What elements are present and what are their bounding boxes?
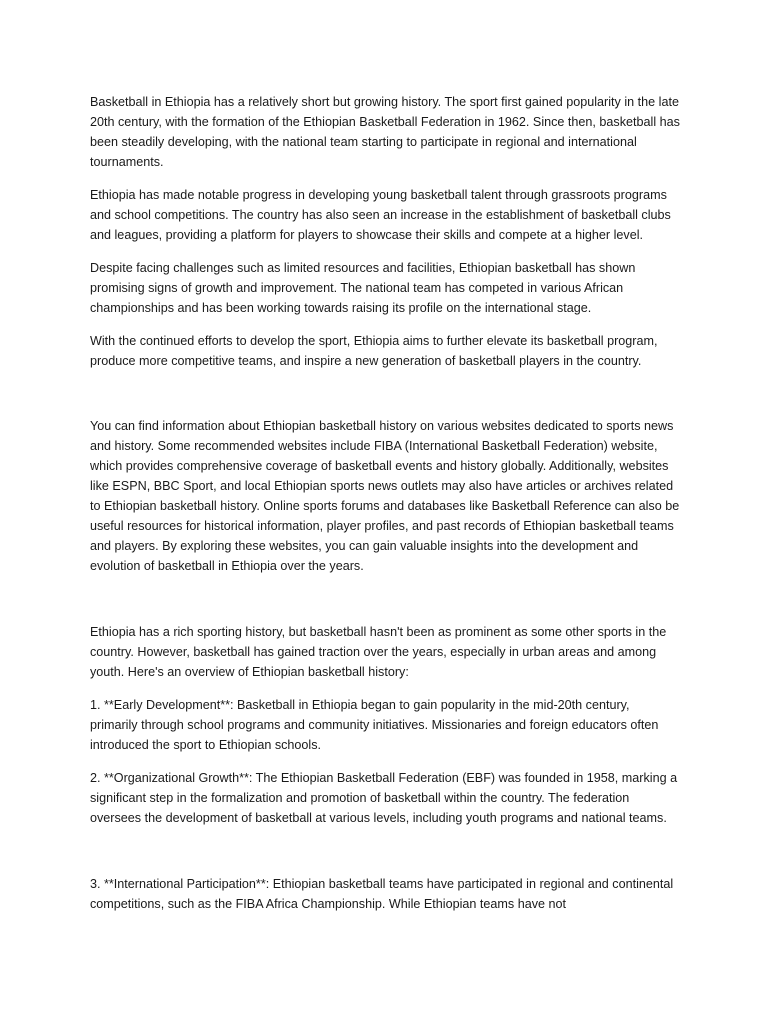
list-item-early-development: 1. **Early Development**: Basketball in Ethiopia began to gain popularity in the mid-20th century, primarily through school programs and community initiatives. Missionaries and foreign educators often introduced the sport to Ethiopian schools. [90, 698, 659, 752]
paragraph-future-efforts: With the continued efforts to develop the sport, Ethiopia aims to further elevate its basketball program, produce more competitive teams, and inspire a new generation of basketball players in the country. [90, 334, 658, 368]
list-item-international-participation: 3. **International Participation**: Ethiopian basketball teams have participated in regional and continental competitions, such as the FIBA Africa Championship. While Ethiopian teams have not [90, 877, 674, 911]
paragraph-youth-talent: Ethiopia has made notable progress in developing young basketball talent through grassroots programs and school competitions. The country has also seen an increase in the establishment of basketball clubs and leagues, providing a platform for players to showcase their skills and compete at a higher level. [90, 188, 671, 242]
paragraph-challenges: Despite facing challenges such as limited resources and facilities, Ethiopian basketball has shown promising signs of growth and improvement. The national team has competed in various African championships and has been working towards raising its profile on the international stage. [90, 261, 636, 315]
paragraph-websites: You can find information about Ethiopian basketball history on various websites dedicated to sports news and history. Some recommended websites include FIBA (International Basketball Federation) website, which provides comprehensive coverage of basketball events and history globally. Additionally, websites like ESPN, BBC Sport, and local Ethiopian sports news outlets may also have articles or archives related to Ethiopian basketball history. Online sports forums and databases like Basketball Reference can also be useful resources for historical information, player profiles, and past records of Ethiopian basketball teams and players. By exploring these websites, you can gain valuable insights into the development and evolution of basketball in Ethiopia over the years. [90, 419, 680, 573]
list-item-organizational-growth: 2. **Organizational Growth**: The Ethiopian Basketball Federation (EBF) was founded in 1958, marking a significant step in the formalization and promotion of basketball within the country. The federation oversees the development of basketball at various levels, including youth programs and national teams. [90, 771, 678, 825]
paragraph-history-intro: Basketball in Ethiopia has a relatively short but growing history. The sport first gained popularity in the late 20th century, with the formation of the Ethiopian Basketball Federation in 1962. Since then, basketball has been steadily developing, with the national team starting to participate in regional and international tournaments. [90, 95, 680, 169]
paragraph-overview-intro: Ethiopia has a rich sporting history, but basketball hasn't been as prominent as some other sports in the country. However, basketball has gained traction over the years, especially in urban areas and among youth. Here's an overview of Ethiopian basketball history: [90, 625, 667, 679]
